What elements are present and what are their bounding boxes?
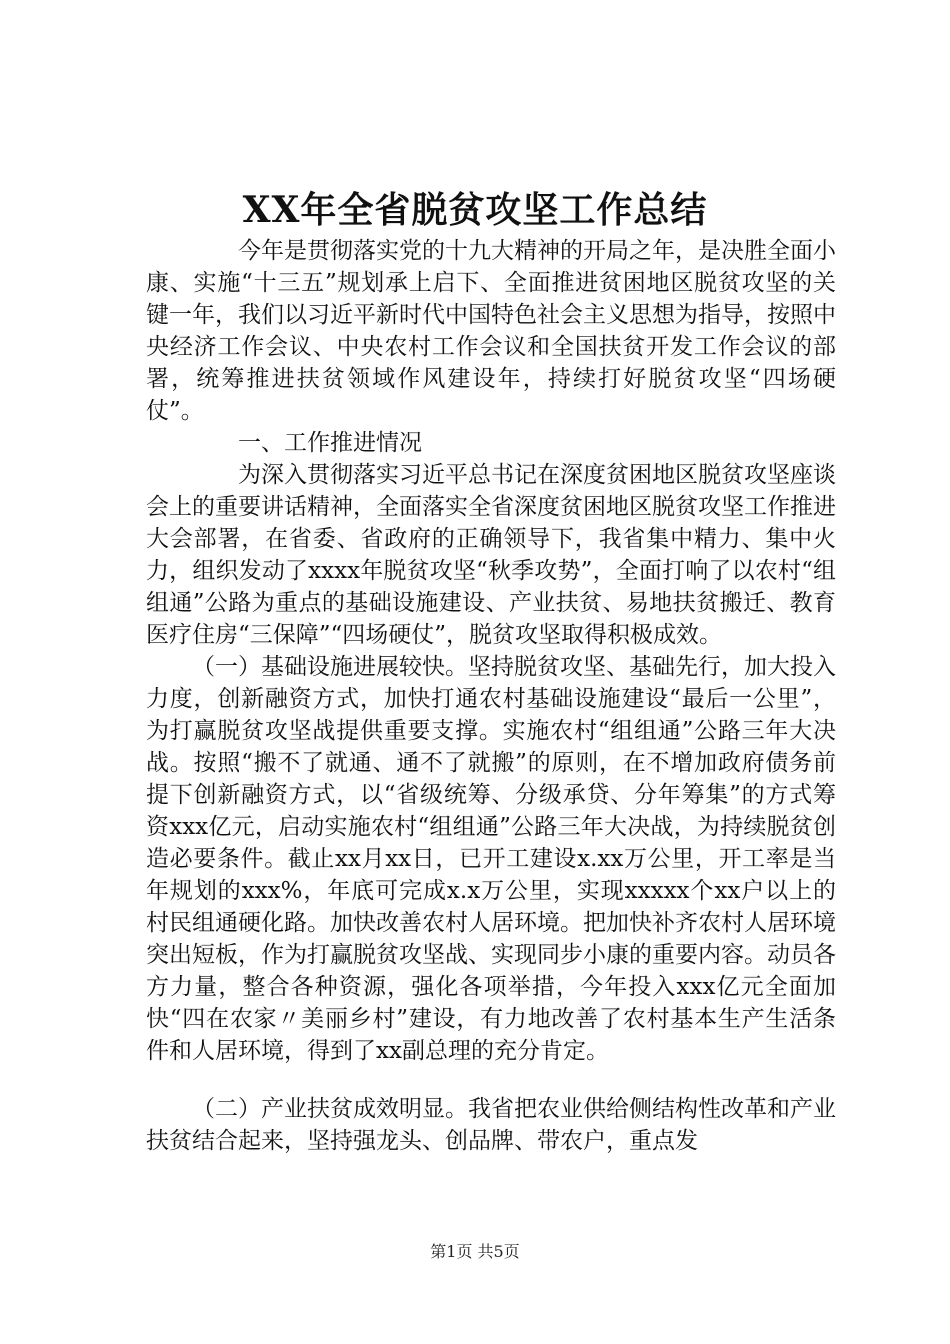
- document-body: [146, 235, 836, 1157]
- subsection-infrastructure-paragraph: （一）基础设施进展较快。坚持脱贫攻坚、基础先行，加大投入力度，创新融资方式，加快打通农村基础设施建设“最后一公里”，为打赢脱贫攻坚战提供重要支撑。实施农村“组组通”公路三年大决战。按照“搬不了就通、通不了就搬”的原则，在不增加政府债务前提下创新融资方式，以“省级统筹、分级承贷、分年筹集”的方式筹资xxx亿元，启动实施农村“组组通”公路三年大决战，为持续脱贫创造必要条件。截止xx月xx日，已开工建设x.xx万公里，开工率是当年规划的xxx%，年底可完成x.x万公里，实现xxxxx个xx户以上的村民组通硬化路。加快改善农村人居环境。把加快补齐农村人居环境突出短板，作为打赢脱贫攻坚战、实现同步小康的重要内容。动员各方力量，整合各种资源，强化各项举措，今年投入xxx亿元全面加快“四在农家〃美丽乡村”建设，有力地改善了农村基本生产生活条件和人居环境，得到了xx副总理的充分肯定。: [146, 654, 836, 1064]
- page-footer: 第1页 共5页: [430, 1242, 520, 1261]
- document-title: XX年全省脱贫攻坚工作总结: [242, 189, 708, 231]
- section1-paragraph: 为深入贯彻落实习近平总书记在深度贫困地区脱贫攻坚座谈会上的重要讲话精神，全面落实全省深度贫困地区脱贫攻坚工作推进大会部署，在省委、省政府的正确领导下，我省集中精力、集中火力，组织发动了xxxx年脱贫攻坚“秋季攻势”，全面打响了以农村“组组通”公路为重点的基础设施建设、产业扶贫、易地扶贫搬迁、教育医疗住房“三保障”“四场硬仗”，脱贫攻坚取得积极成效。: [146, 462, 836, 648]
- subsection-industry-paragraph: （二）产业扶贫成效明显。我省把农业供给侧结构性改革和产业扶贫结合起来，坚持强龙头、创品牌、带农户，重点发: [146, 1096, 836, 1154]
- paragraph-gap: [146, 1067, 836, 1093]
- intro-paragraph: 今年是贯彻落实党的十九大精神的开局之年，是决胜全面小康、实施“十三五”规划承上启下、全面推进贫困地区脱贫攻坚的关键一年，我们以习近平新时代中国特色社会主义思想为指导，按照中央经济工作会议、中央农村工作会议和全国扶贫开发工作会议的部署，统筹推进扶贫领域作风建设年，持续打好脱贫攻坚“四场硬仗”。: [146, 238, 836, 424]
- section-heading-work-progress: 一、工作推进情况: [238, 430, 422, 456]
